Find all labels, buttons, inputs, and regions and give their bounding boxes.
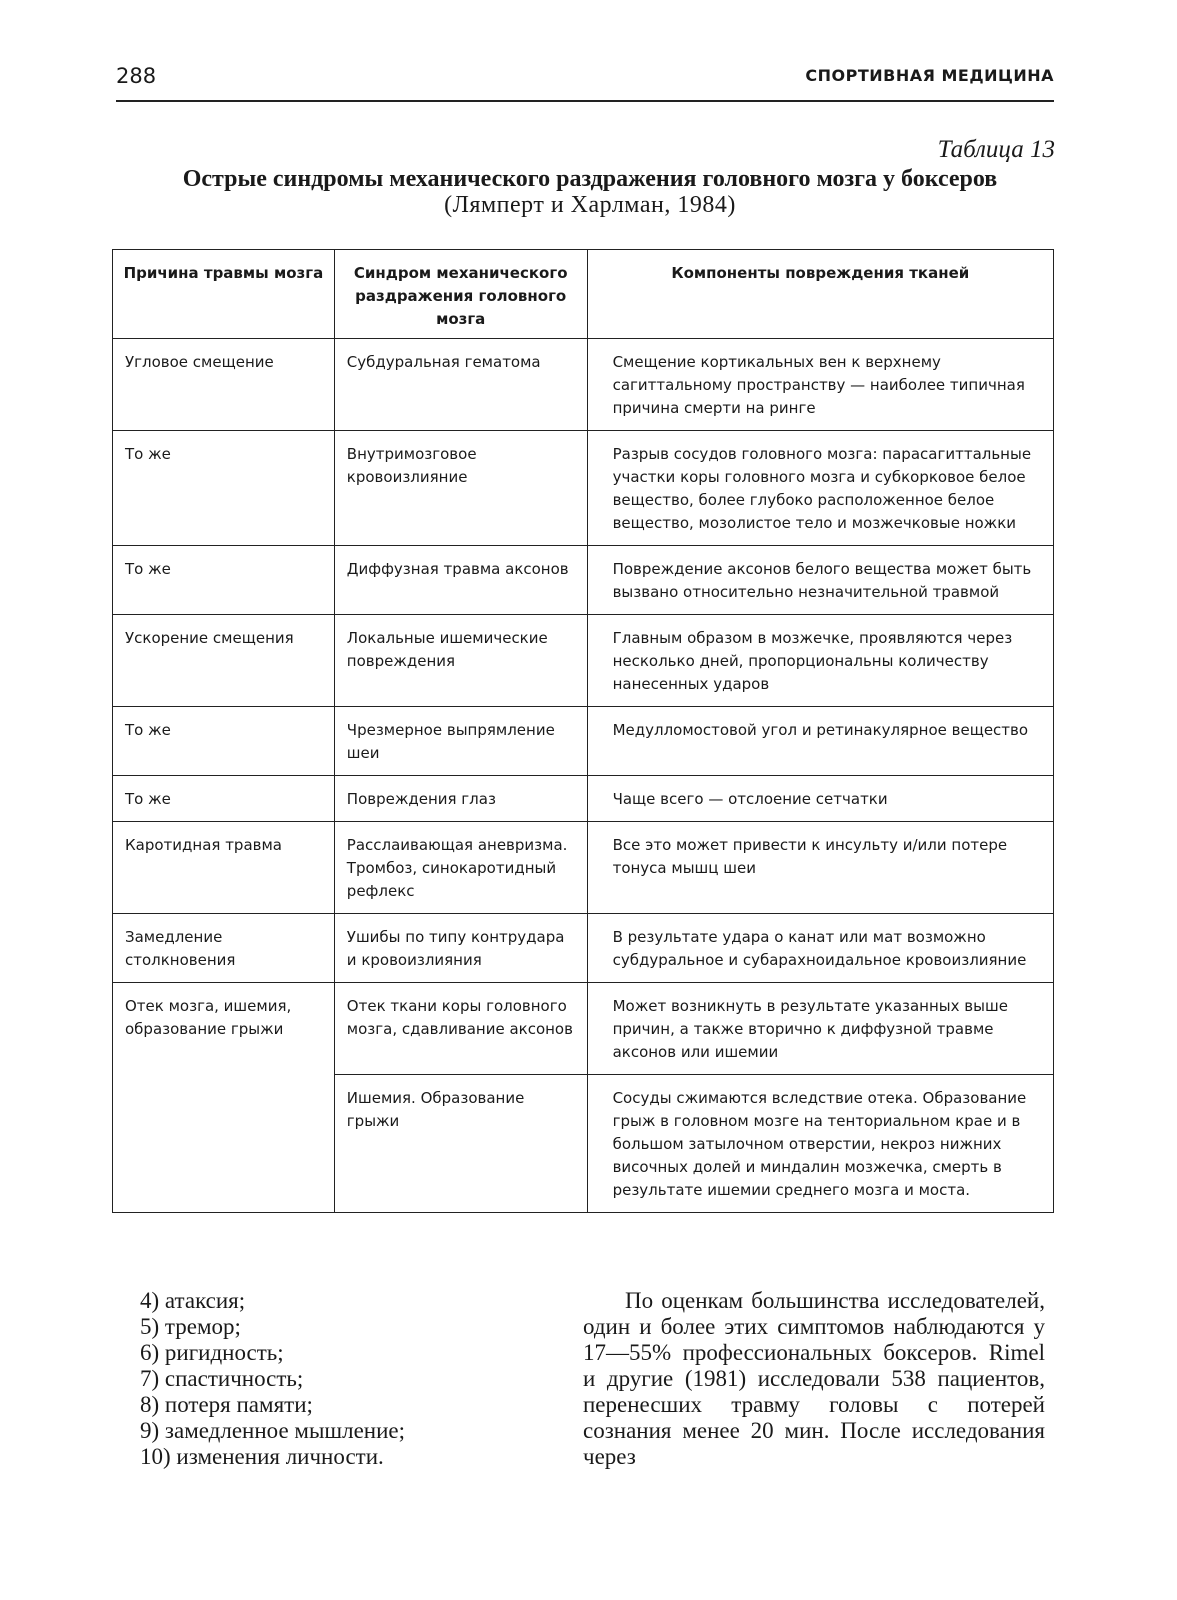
cell-components: Медулломостовой угол и ретинакулярное вещество: [587, 707, 1053, 776]
cell-syndrome: Чрезмерное выпрямление шеи: [334, 707, 587, 776]
page-header: [116, 64, 1054, 102]
table-row: [113, 546, 1054, 615]
cell-syndrome: Локальные ишемические повреждения: [334, 615, 587, 707]
cell-cause: Отек мозга, ишемия, образование грыжи: [113, 983, 335, 1213]
table-row: [113, 914, 1054, 983]
cell-cause: Каротидная травма: [113, 822, 335, 914]
table-subtitle: (Лямперт и Харлман, 1984): [444, 192, 736, 218]
cell-cause: Угловое смещение: [113, 339, 335, 431]
cell-syndrome: Субдуральная гематома: [334, 339, 587, 431]
list-item: 9) замедленное мышление;: [140, 1418, 406, 1443]
table-row: [113, 776, 1054, 822]
table-title: Острые синдромы механического раздражения головного мозга у боксеров: [182, 166, 998, 192]
header-syndrome: Синдром механического раздражения головного мозга: [334, 250, 587, 339]
symptom-list: [140, 1288, 540, 1470]
table-row: [113, 983, 1054, 1075]
running-title: СПОРТИВНАЯ МЕДИЦИНА: [805, 66, 1054, 85]
list-item: 4) атаксия;: [140, 1288, 246, 1313]
cell-syndrome: Диффузная травма аксонов: [334, 546, 587, 615]
list-item: 7) спастичность;: [140, 1366, 304, 1391]
cell-components: Может возникнуть в результате указанных выше причин, а также вторично к диффузной травме аксонов или ишемии: [587, 983, 1053, 1075]
list-item: 8) потеря памяти;: [140, 1392, 313, 1417]
cell-components: Смещение кортикальных вен к верхнему сагиттальному пространству — наиболее типичная причина смерти на ринге: [587, 339, 1053, 431]
cell-syndrome: Внутримозговое кровоизлияние: [334, 431, 587, 546]
table-row: [113, 707, 1054, 776]
table-row: [113, 615, 1054, 707]
cell-syndrome: Ушибы по типу контрудара и кровоизлияния: [334, 914, 587, 983]
cell-syndrome: Отек ткани коры головного мозга, сдавливание аксонов: [334, 983, 587, 1075]
cell-components: Сосуды сжимаются вследствие отека. Образование грыж в головном мозге на тенториальном крае и в большом затылочном отверстии, некроз нижних височных долей и миндалин мозжечка, смерть в результате ишемии среднего мозга и моста.: [587, 1075, 1053, 1213]
cell-syndrome: Повреждения глаз: [334, 776, 587, 822]
cell-cause: То же: [113, 431, 335, 546]
cell-cause: То же: [113, 776, 335, 822]
cell-components: Повреждение аксонов белого вещества может быть вызвано относительно незначительной травмой: [587, 546, 1053, 615]
list-item: 10) изменения личности.: [140, 1444, 384, 1469]
list-item: 6) ригидность;: [140, 1340, 284, 1365]
cell-components: В результате удара о канат или мат возможно субдуральное и субарахноидальное кровоизлияние: [587, 914, 1053, 983]
table-row: [113, 339, 1054, 431]
table-header-row: [113, 250, 1054, 339]
body-paragraph: По оценкам большинства исследователей, один и более этих симптомов наблюдаются у 17—55% профессиональных боксеров. Rimel и другие (1981) исследовали 538 пациентов, перенесших травму головы с потерей сознания менее 20 мин. После исследования через: [583, 1288, 1045, 1469]
cell-components: Чаще всего — отслоение сетчатки: [587, 776, 1053, 822]
cell-components: Все это может привести к инсульту и/или потере тонуса мышц шеи: [587, 822, 1053, 914]
header-cause: Причина травмы мозга: [113, 250, 335, 339]
header-components: Компоненты повреждения тканей: [587, 250, 1053, 339]
cell-cause: То же: [113, 546, 335, 615]
page-number: 288: [116, 64, 157, 88]
cell-syndrome: Ишемия. Образование грыжи: [334, 1075, 587, 1213]
list-item: 5) тремор;: [140, 1314, 241, 1339]
table-label: Таблица 13: [937, 136, 1055, 163]
cell-cause: Замедление столкновения: [113, 914, 335, 983]
syndromes-table: [112, 249, 1054, 1213]
cell-syndrome: Расслаивающая аневризма. Тромбоз, синокаротидный рефлекс: [334, 822, 587, 914]
table-row: [113, 431, 1054, 546]
table-row: [113, 822, 1054, 914]
cell-cause: То же: [113, 707, 335, 776]
cell-components: Главным образом в мозжечке, проявляются через несколько дней, пропорциональны количеству нанесенных ударов: [587, 615, 1053, 707]
cell-components: Разрыв сосудов головного мозга: парасагиттальные участки коры головного мозга и субкорковое белое вещество, более глубоко расположенное белое вещество, мозолистое тело и мозжечковые ножки: [587, 431, 1053, 546]
cell-cause: Ускорение смещения: [113, 615, 335, 707]
